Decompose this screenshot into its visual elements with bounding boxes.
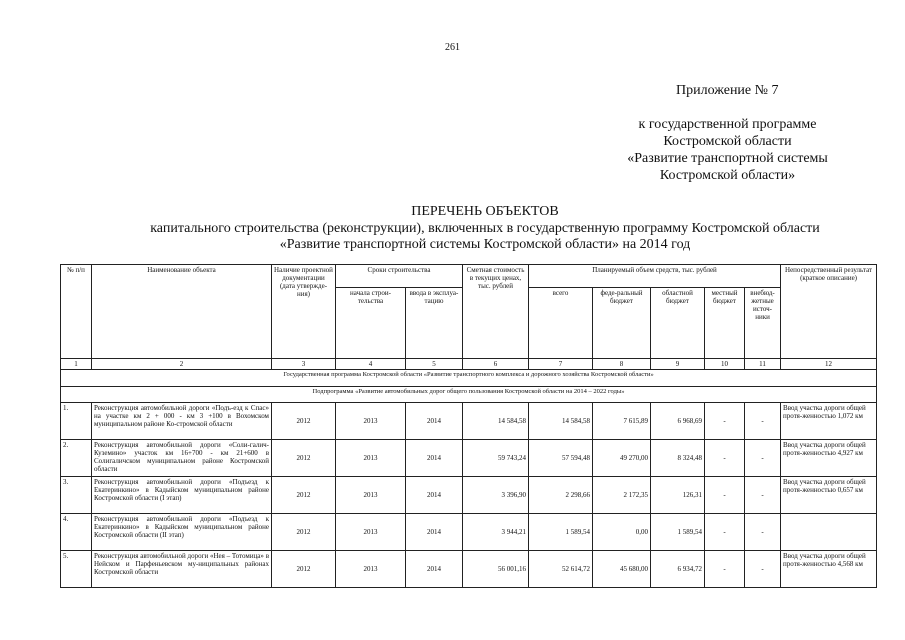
row-name: Реконструкция автомобильной дороги «Нея – Тотомица» в Нейском и Парфеньевском му-ниципальных районах Костромской области	[92, 551, 272, 588]
row-cost: 14 584,58	[463, 403, 529, 440]
row-cost: 3 944,21	[463, 514, 529, 551]
row-end: 2014	[406, 551, 463, 588]
column-number: 9	[651, 359, 705, 370]
row-total: 2 298,66	[529, 477, 593, 514]
header-docs: Наличие проектной документации (дата утвержде-ния)	[272, 265, 336, 359]
program-banner: Государственная программа Костромской области «Развитие транспортного комплекса и дорожного хозяйства Костромской области»	[61, 370, 877, 387]
appendix-label: Приложение № 7	[676, 83, 779, 98]
column-number: 11	[745, 359, 781, 370]
row-name: Реконструкция автомобильной дороги «Подъезд к Екатеринкино» в Кадыйском муниципальном районе Костромской области (I этап)	[92, 477, 272, 514]
row-regional: 6 968,69	[651, 403, 705, 440]
column-number: 2	[92, 359, 272, 370]
row-docs: 2012	[272, 551, 336, 588]
row-docs: 2012	[272, 403, 336, 440]
table-row	[61, 514, 877, 551]
table-row	[61, 403, 877, 440]
header-regional: областной бюджет	[651, 288, 705, 359]
header-local: местный бюджет	[705, 288, 745, 359]
row-result	[781, 514, 877, 551]
header-extra: внебюд-жетные источ-ники	[745, 288, 781, 359]
document-title: ПЕРЕЧЕНЬ ОБЪЕКТОВ	[411, 204, 559, 219]
header-total: всего	[529, 288, 593, 359]
row-cost: 3 396,90	[463, 477, 529, 514]
header-result: Непосредственный результат (краткое описание)	[781, 265, 877, 359]
column-number: 6	[463, 359, 529, 370]
row-result: Ввод участка дороги общей протя-женностью 0,657 км	[781, 477, 877, 514]
row-end: 2014	[406, 403, 463, 440]
row-name: Реконструкция автомобильной дороги «Подъезд к Екатеринкино» в Кадыйском муниципальном районе Костромской области (II этап)	[92, 514, 272, 551]
row-end: 2014	[406, 514, 463, 551]
row-federal: 45 680,00	[593, 551, 651, 588]
caption-line: к государственной программе	[638, 117, 817, 132]
row-total: 1 589,54	[529, 514, 593, 551]
row-federal: 7 615,89	[593, 403, 651, 440]
row-num: 4.	[61, 514, 92, 551]
row-name: Реконструкция автомобильной дороги «Подъ-езд к Спас» на участке км 2 + 000 - км 3 +100 в Вохомском муниципальном районе Ко-стромской области	[92, 403, 272, 440]
row-local: -	[705, 514, 745, 551]
caption-line: Костромской области»	[659, 168, 796, 183]
column-number: 12	[781, 359, 877, 370]
row-cost: 59 743,24	[463, 440, 529, 477]
header-federal: феде-ральный бюджет	[593, 288, 651, 359]
row-result: Ввод участка дороги общей протя-женностью 4,568 км	[781, 551, 877, 588]
row-federal: 2 172,35	[593, 477, 651, 514]
row-total: 52 614,72	[529, 551, 593, 588]
row-start: 2013	[336, 440, 406, 477]
column-number: 1	[61, 359, 92, 370]
header-num: № п/п	[61, 265, 92, 359]
row-extra: -	[745, 551, 781, 588]
column-number: 5	[406, 359, 463, 370]
column-number: 10	[705, 359, 745, 370]
row-regional: 6 934,72	[651, 551, 705, 588]
row-local: -	[705, 551, 745, 588]
table-row	[61, 440, 877, 477]
row-total: 57 594,48	[529, 440, 593, 477]
row-local: -	[705, 403, 745, 440]
header-cost: Сметная стоимость в текущих ценах, тыс. рублей	[463, 265, 529, 359]
row-num: 3.	[61, 477, 92, 514]
row-federal: 49 270,00	[593, 440, 651, 477]
objects-table	[60, 264, 877, 588]
row-docs: 2012	[272, 477, 336, 514]
row-result: Ввод участка дороги общей протя-женностью 4,927 км	[781, 440, 877, 477]
header-name: Наименование объекта	[92, 265, 272, 359]
caption-line: «Развитие транспортной системы	[627, 151, 828, 166]
row-start: 2013	[336, 551, 406, 588]
row-end: 2014	[406, 477, 463, 514]
row-start: 2013	[336, 477, 406, 514]
row-regional: 126,31	[651, 477, 705, 514]
row-start: 2013	[336, 403, 406, 440]
header-terms-end: ввода в эксплуа-тацию	[406, 288, 463, 359]
column-number: 4	[336, 359, 406, 370]
row-docs: 2012	[272, 514, 336, 551]
table-row	[61, 477, 877, 514]
column-number: 3	[272, 359, 336, 370]
row-docs: 2012	[272, 440, 336, 477]
row-local: -	[705, 477, 745, 514]
row-num: 2.	[61, 440, 92, 477]
subprogram-banner: Подпрограмма «Развитие автомобильных дорог общего пользования Костромской области на 2014 – 2022 годы»	[61, 387, 877, 403]
column-number: 7	[529, 359, 593, 370]
subtitle-line: капитального строительства (реконструкции), включенных в государственную программу Костромской области	[150, 221, 820, 236]
row-total: 14 584,58	[529, 403, 593, 440]
table-row	[61, 551, 877, 588]
row-federal: 0,00	[593, 514, 651, 551]
row-extra: -	[745, 514, 781, 551]
column-number-row	[61, 359, 877, 370]
row-end: 2014	[406, 440, 463, 477]
header-terms: Сроки строительства	[336, 265, 463, 288]
program-caption	[600, 116, 855, 184]
row-result: Ввод участка дороги общей протя-женностью 1,072 км	[781, 403, 877, 440]
subtitle-line: «Развитие транспортной системы Костромской области» на 2014 год	[279, 237, 691, 252]
row-extra: -	[745, 403, 781, 440]
caption-line: Костромской области	[663, 134, 792, 149]
row-num: 5.	[61, 551, 92, 588]
row-extra: -	[745, 477, 781, 514]
row-num: 1.	[61, 403, 92, 440]
row-local: -	[705, 440, 745, 477]
row-extra: -	[745, 440, 781, 477]
document-subtitle	[0, 221, 905, 253]
row-regional: 8 324,48	[651, 440, 705, 477]
row-name: Реконструкция автомобильной дороги «Соли-галич-Куземино» участок км 16+700 - км 21+600 в Солигаличском муниципальном районе Костромской области	[92, 440, 272, 477]
header-planned: Планируемый объем средств, тыс. рублей	[529, 265, 781, 288]
row-regional: 1 589,54	[651, 514, 705, 551]
header-terms-start: начала строи-тельства	[336, 288, 406, 359]
row-start: 2013	[336, 514, 406, 551]
page-number: 261	[445, 42, 460, 53]
column-number: 8	[593, 359, 651, 370]
row-cost: 56 001,16	[463, 551, 529, 588]
